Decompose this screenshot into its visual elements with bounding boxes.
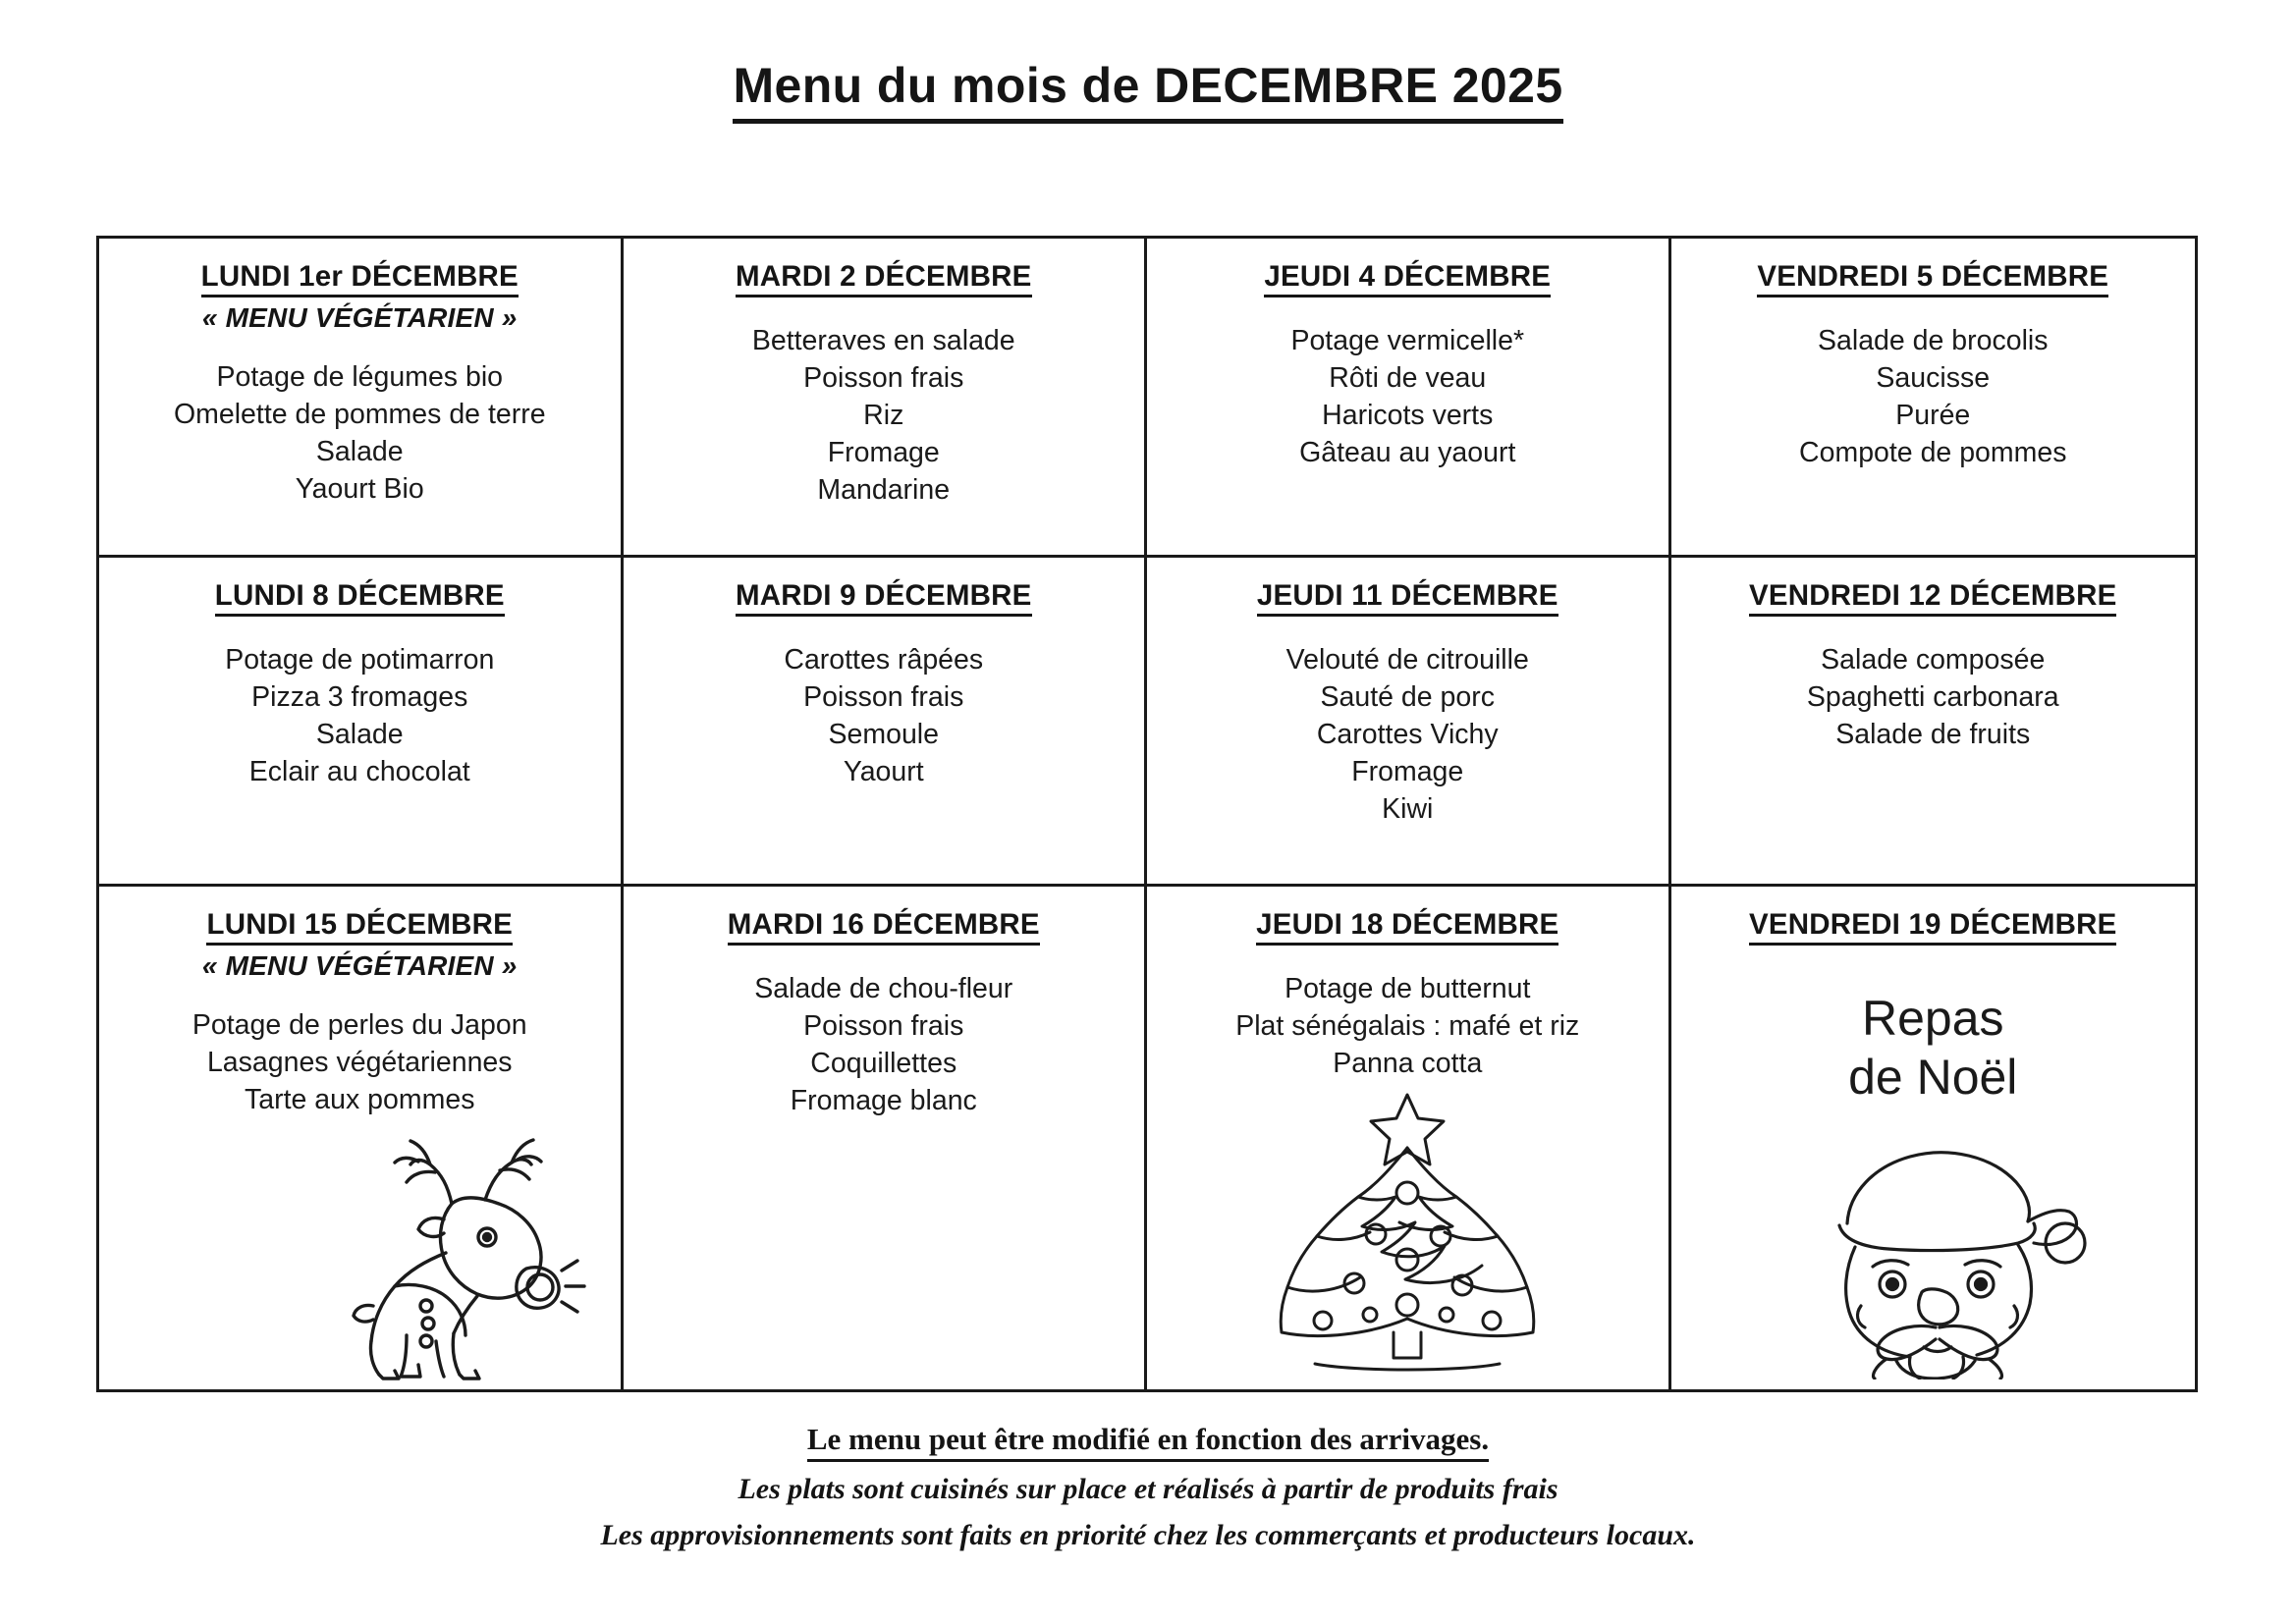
dish-item: Saucisse xyxy=(1876,361,1991,394)
dish-item: Tarte aux pommes xyxy=(245,1083,475,1115)
dish-item: Kiwi xyxy=(1382,792,1434,825)
day-cell-lundi-1 xyxy=(99,239,624,558)
day-cell-lundi-15 xyxy=(99,887,624,1389)
dish-item: Lasagnes végétariennes xyxy=(206,1046,513,1078)
dish-item: Fromage blanc xyxy=(790,1084,977,1116)
day-header xyxy=(113,260,607,298)
dish-list xyxy=(1685,642,2182,754)
day-header xyxy=(113,908,607,946)
day-cell-vendredi-19 xyxy=(1671,887,2196,1389)
dish-item: Coquillettes xyxy=(810,1047,957,1079)
special-meal-label: Repas de Noël xyxy=(1848,991,2018,1106)
dish-item: Salade de chou-fleur xyxy=(754,973,1013,1005)
dish-list xyxy=(1161,323,1655,472)
dish-item: Salade xyxy=(315,718,404,750)
dish-item: Pizza 3 fromages xyxy=(251,680,468,713)
dish-item: Salade de fruits xyxy=(1835,718,2031,750)
footer-line-modification xyxy=(0,1422,2296,1462)
dish-item: Spaghetti carbonara xyxy=(1806,680,2059,713)
page-title xyxy=(0,0,2296,124)
dish-item: Potage de perles du Japon xyxy=(191,1009,527,1042)
dish-list xyxy=(1685,323,2182,472)
day-header-text: MARDI 9 DÉCEMBRE xyxy=(736,579,1032,617)
dish-item: Panna cotta xyxy=(1333,1047,1483,1079)
dish-item: Yaourt xyxy=(843,755,924,787)
dish-item: Betteraves en salade xyxy=(751,325,1015,357)
dish-item: Potage de potimarron xyxy=(225,644,495,676)
day-header xyxy=(637,908,1131,946)
day-header xyxy=(1685,579,2182,617)
dish-item: Fromage xyxy=(827,436,940,468)
dish-list xyxy=(637,971,1131,1120)
day-header xyxy=(1161,908,1655,946)
day-header xyxy=(1161,579,1655,617)
dish-item: Omelette de pommes de terre xyxy=(173,398,546,430)
day-cell-vendredi-5 xyxy=(1671,239,2196,558)
dish-list xyxy=(637,642,1131,791)
dish-item: Semoule xyxy=(828,718,939,750)
dish-item: Carottes Vichy xyxy=(1316,718,1499,750)
day-header-text: MARDI 2 DÉCEMBRE xyxy=(736,260,1032,298)
dish-item: Potage vermicelle* xyxy=(1290,325,1525,357)
dish-item: Sauté de porc xyxy=(1320,680,1495,713)
dish-item: Compote de pommes xyxy=(1799,436,2067,468)
dish-list xyxy=(113,642,607,791)
day-header xyxy=(637,260,1131,298)
dish-list xyxy=(1161,971,1655,1083)
day-cell-vendredi-12 xyxy=(1671,558,2196,887)
dish-item: Potage de butternut xyxy=(1285,973,1531,1005)
dish-list xyxy=(113,359,607,509)
page-title-text: Menu du mois de DECEMBRE 2025 xyxy=(733,57,1562,124)
menu-grid xyxy=(96,236,2198,1392)
day-cell-jeudi-11 xyxy=(1147,558,1671,887)
day-subtitle: « MENU VÉGÉTARIEN » xyxy=(201,302,518,334)
day-cell-jeudi-4 xyxy=(1147,239,1671,558)
day-header xyxy=(1685,260,2182,298)
dish-item: Salade de brocolis xyxy=(1818,325,2049,357)
dish-item: Fromage xyxy=(1351,755,1464,787)
dish-list xyxy=(113,1007,607,1119)
dish-item: Rôti de veau xyxy=(1329,361,1487,394)
dish-item: Potage de légumes bio xyxy=(216,361,504,394)
dish-list xyxy=(637,323,1131,509)
day-subtitle: « MENU VÉGÉTARIEN » xyxy=(201,950,518,982)
dish-list xyxy=(1161,642,1655,828)
day-header-text: LUNDI 1er DÉCEMBRE xyxy=(201,260,519,298)
footer-notes xyxy=(0,1422,2296,1552)
footer-line-local: Les approvisionnements sont faits en priorité chez les commerçants et producteurs locaux. xyxy=(600,1519,1696,1551)
dish-item: Plat sénégalais : mafé et riz xyxy=(1235,1009,1580,1042)
day-header xyxy=(1161,260,1655,298)
day-header-text: JEUDI 4 DÉCEMBRE xyxy=(1264,260,1551,298)
dish-item: Purée xyxy=(1895,399,1971,431)
dish-item: Poisson frais xyxy=(803,1009,964,1042)
dish-item: Carottes râpées xyxy=(784,644,984,676)
day-cell-jeudi-18 xyxy=(1147,887,1671,1389)
day-header-text: VENDREDI 5 DÉCEMBRE xyxy=(1757,260,2108,298)
santa-claus-icon xyxy=(1771,1139,2095,1380)
day-header xyxy=(1685,908,2182,946)
day-header-text: LUNDI 15 DÉCEMBRE xyxy=(206,908,513,946)
dish-item: Haricots verts xyxy=(1322,399,1494,431)
day-cell-lundi-8 xyxy=(99,558,624,887)
footer-line-modification-text: Le menu peut être modifié en fonction des arrivages. xyxy=(807,1422,1489,1462)
dish-item: Salade composée xyxy=(1821,644,2046,676)
dish-item: Poisson frais xyxy=(803,680,964,713)
day-header-text: JEUDI 11 DÉCEMBRE xyxy=(1257,579,1558,617)
day-header-text: MARDI 16 DÉCEMBRE xyxy=(728,908,1040,946)
dish-item: Salade xyxy=(315,435,404,467)
dish-item: Velouté de citrouille xyxy=(1285,644,1529,676)
day-header xyxy=(637,579,1131,617)
dish-item: Gâteau au yaourt xyxy=(1299,436,1516,468)
day-header xyxy=(113,579,607,617)
dish-item: Mandarine xyxy=(817,473,951,506)
day-header-text: VENDREDI 19 DÉCEMBRE xyxy=(1749,908,2116,946)
day-cell-mardi-9 xyxy=(624,558,1148,887)
dish-item: Poisson frais xyxy=(803,361,964,394)
dish-item: Eclair au chocolat xyxy=(248,755,470,787)
day-cell-mardi-2 xyxy=(624,239,1148,558)
day-header-text: LUNDI 8 DÉCEMBRE xyxy=(215,579,505,617)
dish-item: Yaourt Bio xyxy=(295,472,424,505)
dish-item: Riz xyxy=(863,399,904,431)
day-cell-mardi-16 xyxy=(624,887,1148,1389)
christmas-tree-icon xyxy=(1260,1087,1555,1381)
day-header-text: VENDREDI 12 DÉCEMBRE xyxy=(1749,579,2116,617)
reindeer-icon xyxy=(304,1113,609,1383)
day-header-text: JEUDI 18 DÉCEMBRE xyxy=(1256,908,1558,946)
footer-line-fresh: Les plats sont cuisinés sur place et réalisés à partir de produits frais xyxy=(738,1473,1558,1505)
